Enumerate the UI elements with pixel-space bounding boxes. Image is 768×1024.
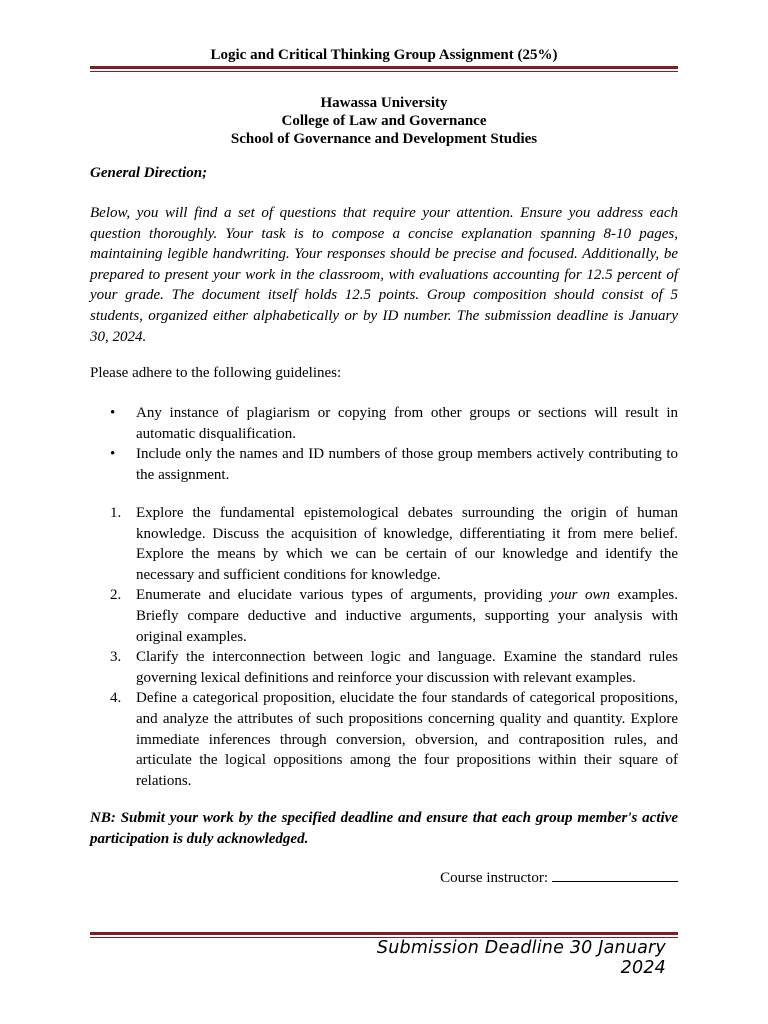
nb-note: NB: Submit your work by the specified deadline and ensure that each group member's active participation is duly acknowledged.: [90, 810, 678, 847]
question-item: [90, 503, 678, 585]
question-text: Explore the fundamental epistemological debates surrounding the origin of human knowledge. Discuss the acquisition of knowledge, differentiating it from mere belief. Explore the means by which we can be certain of our knowledge and identify the necessary and sufficient conditions for knowledge.: [136, 505, 678, 583]
signature-line: [552, 867, 678, 882]
bullet-icon: •: [110, 405, 116, 421]
direction-heading: General Direction;: [90, 165, 208, 181]
instructor-label: Course instructor:: [440, 870, 548, 886]
question-number: 1.: [110, 505, 122, 521]
college-name: College of Law and Governance: [281, 113, 487, 129]
guidelines-lead: Please adhere to the following guidelines:: [90, 365, 342, 381]
guideline-text: Include only the names and ID numbers of those group members actively contributing to the assignment.: [136, 446, 678, 483]
question-number: 4.: [110, 690, 122, 707]
question-item: [90, 647, 678, 688]
header-rule: [90, 66, 678, 72]
footer-deadline: Submission Deadline 30 January 2024: [376, 938, 666, 978]
question-text-after: examples. Briefly compare deductive and inductive arguments, supporting your analysis with original examples.: [136, 587, 678, 645]
bullet-icon: •: [110, 446, 116, 463]
question-number: 2.: [110, 587, 122, 604]
header-rule-thin: [90, 71, 678, 72]
guideline-text: Any instance of plagiarism or copying from other groups or sections will result in automatic disqualification.: [136, 405, 678, 442]
instructor-signature: [440, 867, 678, 887]
institution-block: [90, 94, 678, 148]
school-name: School of Governance and Development Studies: [230, 131, 538, 147]
question-text: Clarify the interconnection between logic and language. Examine the standard rules governing lexical definitions and reinforce your discussion with relevant examples.: [136, 649, 678, 686]
question-text-before: Enumerate and elucidate various types of arguments, providing: [136, 587, 550, 604]
university-name: Hawassa University: [320, 95, 448, 111]
question-item: [90, 585, 678, 647]
guideline-item: [90, 444, 678, 485]
guideline-item: [90, 403, 678, 444]
question-emphasis: your own: [549, 587, 611, 604]
question-text: Define a categorical proposition, elucidate the four standards of categorical propositions, and analyze the attributes of such propositions concerning quality and quantity. Explore immediate inferences through conversion, obversion, and contraposition rules, and articulate the logical oppositions among the four propositions within their square of relations.: [136, 690, 678, 789]
questions-list: [90, 503, 678, 791]
question-item: [90, 688, 678, 791]
header-rule-thick: [90, 66, 678, 69]
guidelines-list: [90, 403, 678, 485]
footer-rule-thick: [90, 932, 678, 935]
question-number: 3.: [110, 649, 122, 666]
question-text: [136, 587, 678, 644]
header-title: Logic and Critical Thinking Group Assignment (25%): [210, 47, 558, 63]
direction-paragraph: Below, you will find a set of questions that require your attention. Ensure you address each question thoroughly. Your task is to compose a concise explanation spanning 8-10 pages, maintaining legible handwriting. Your responses should be precise and focused. Additionally, be prepared to present your work in the classroom, with evaluations accounting for 12.5 percent of your grade. The document itself holds 12.5 points. Group composition should consist of 5 students, organized either alphabetically or by ID number. The submission deadline is January 30, 2024.: [90, 205, 678, 345]
